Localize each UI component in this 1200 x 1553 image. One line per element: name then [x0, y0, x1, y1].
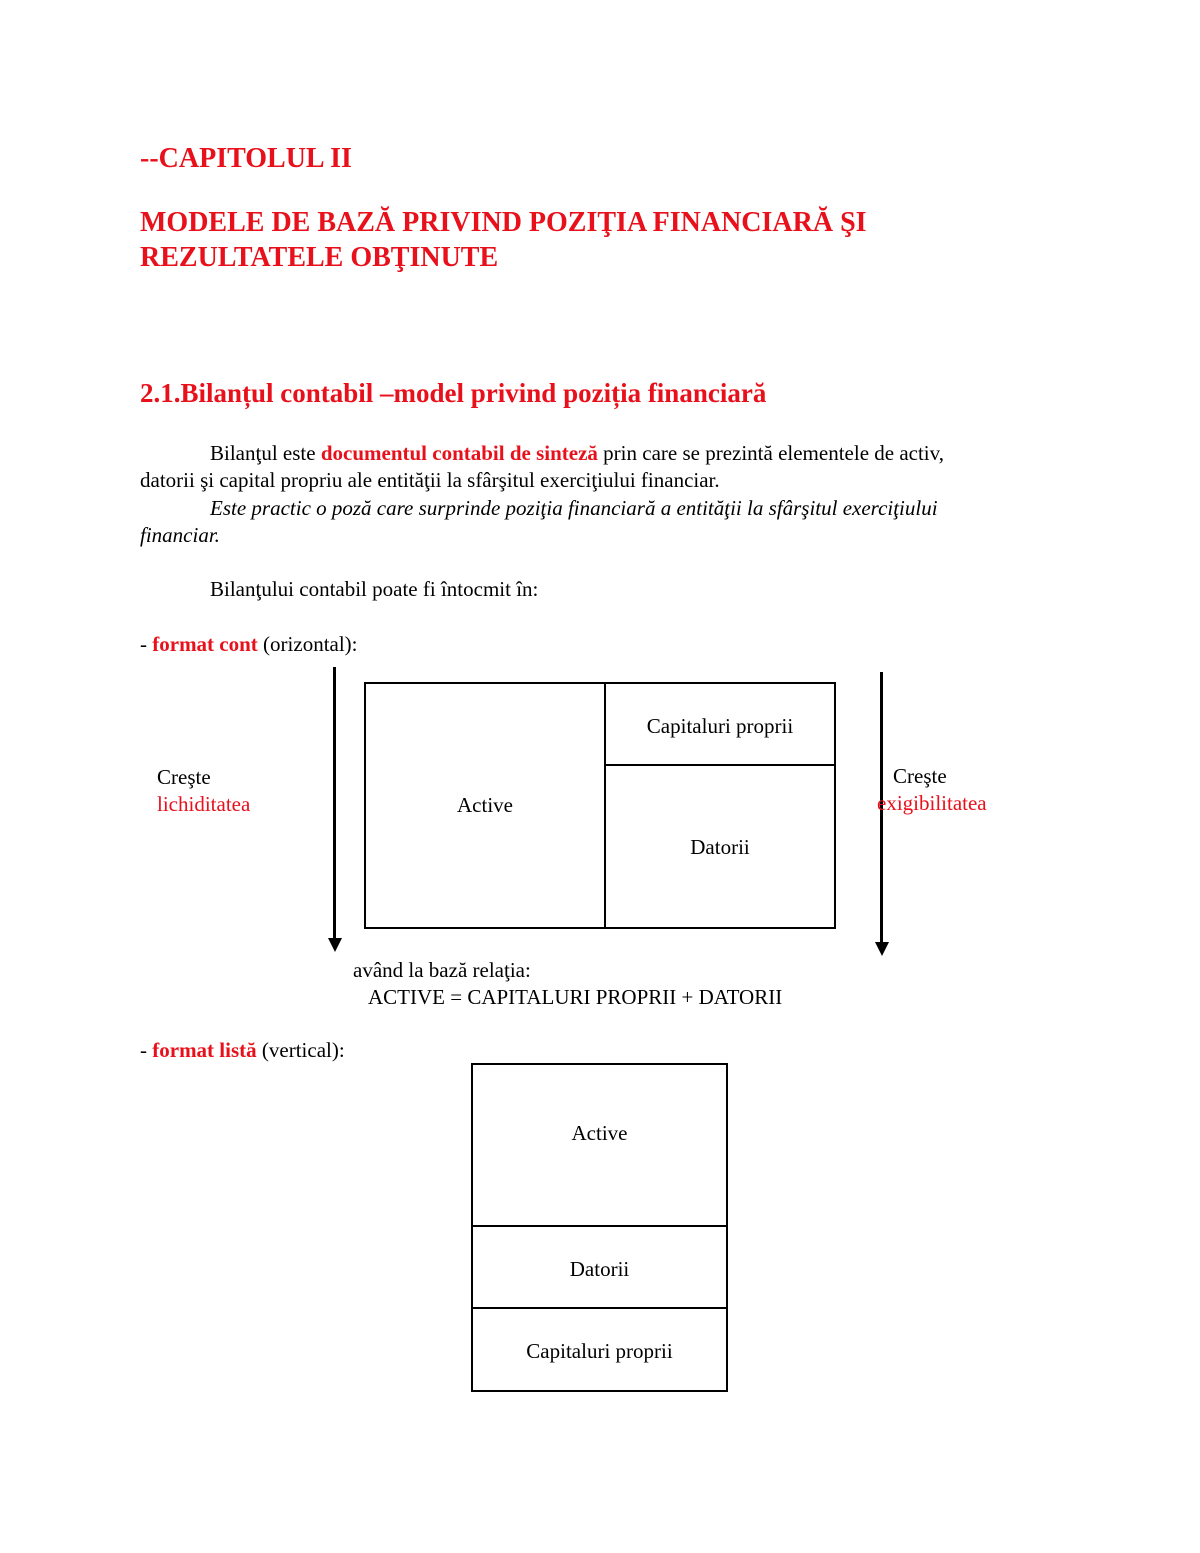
vertical-table-divider2 [473, 1307, 726, 1309]
chapter-heading: --CAPITOLUL II [140, 143, 352, 174]
section-heading: 2.1.Bilanțul contabil –model privind poziția financiară [140, 378, 767, 408]
intro-text-end: prin care se prezintă elementele de activ, [597, 441, 945, 465]
chapter-title-line1: MODELE DE BAZĂ PRIVIND POZIŢIA FINANCIARĂ ŞI [140, 207, 867, 238]
format-cont-suffix: (orizontal): [257, 632, 358, 656]
vertical-cell-capitaluri-proprii: Capitaluri proprii [526, 1339, 673, 1363]
left-arrow-shaft [333, 667, 336, 942]
relation-formula: ACTIVE = CAPITALURI PROPRII + DATORII [368, 985, 783, 1009]
left-label-line1: Creşte [157, 765, 211, 789]
horizontal-table-row-divider [606, 764, 834, 766]
left-label-line2: lichiditatea [157, 792, 251, 816]
relation-intro: având la bază relaţia: [353, 958, 531, 982]
vertical-cell-active: Active [571, 1121, 628, 1145]
right-label-line1: Creşte [893, 764, 947, 788]
cell-active: Active [457, 793, 513, 817]
format-cont-heading [140, 632, 358, 657]
intro-paragraph-line2: datorii şi capital propriu ale entităţii la sfârşitul exerciţiului financiar. [140, 468, 720, 492]
intro-paragraph-line1 [210, 441, 944, 466]
right-arrow-head [875, 942, 889, 956]
vertical-table-divider1 [473, 1225, 726, 1227]
format-lista-label: format listă [152, 1038, 257, 1062]
intro-emphasis: documentul contabil de sinteză [320, 441, 598, 465]
intro-text-start: Bilanţul este [210, 441, 321, 465]
format-cont-label: format cont [152, 632, 258, 656]
definition-line2: financiar. [140, 523, 220, 547]
cell-datorii: Datorii [690, 835, 750, 859]
format-lista-suffix: (vertical): [256, 1038, 345, 1062]
format-cont-dash: - [140, 632, 153, 656]
format-lista-dash: - [140, 1038, 153, 1062]
chapter-title-line2: REZULTATELE OBŢINUTE [140, 242, 499, 273]
left-arrow-head [328, 938, 342, 952]
vertical-cell-datorii: Datorii [569, 1257, 630, 1281]
formats-intro: Bilanţului contabil poate fi întocmit în: [210, 577, 539, 601]
definition-line1: Este practic o poză care surprinde poziţia financiară a entităţii la sfârşitul exerciţiului [210, 496, 938, 520]
cell-capitaluri-proprii: Capitaluri proprii [646, 714, 794, 738]
format-lista-heading [140, 1038, 345, 1063]
right-label-line2: exigibilitatea [877, 791, 987, 815]
